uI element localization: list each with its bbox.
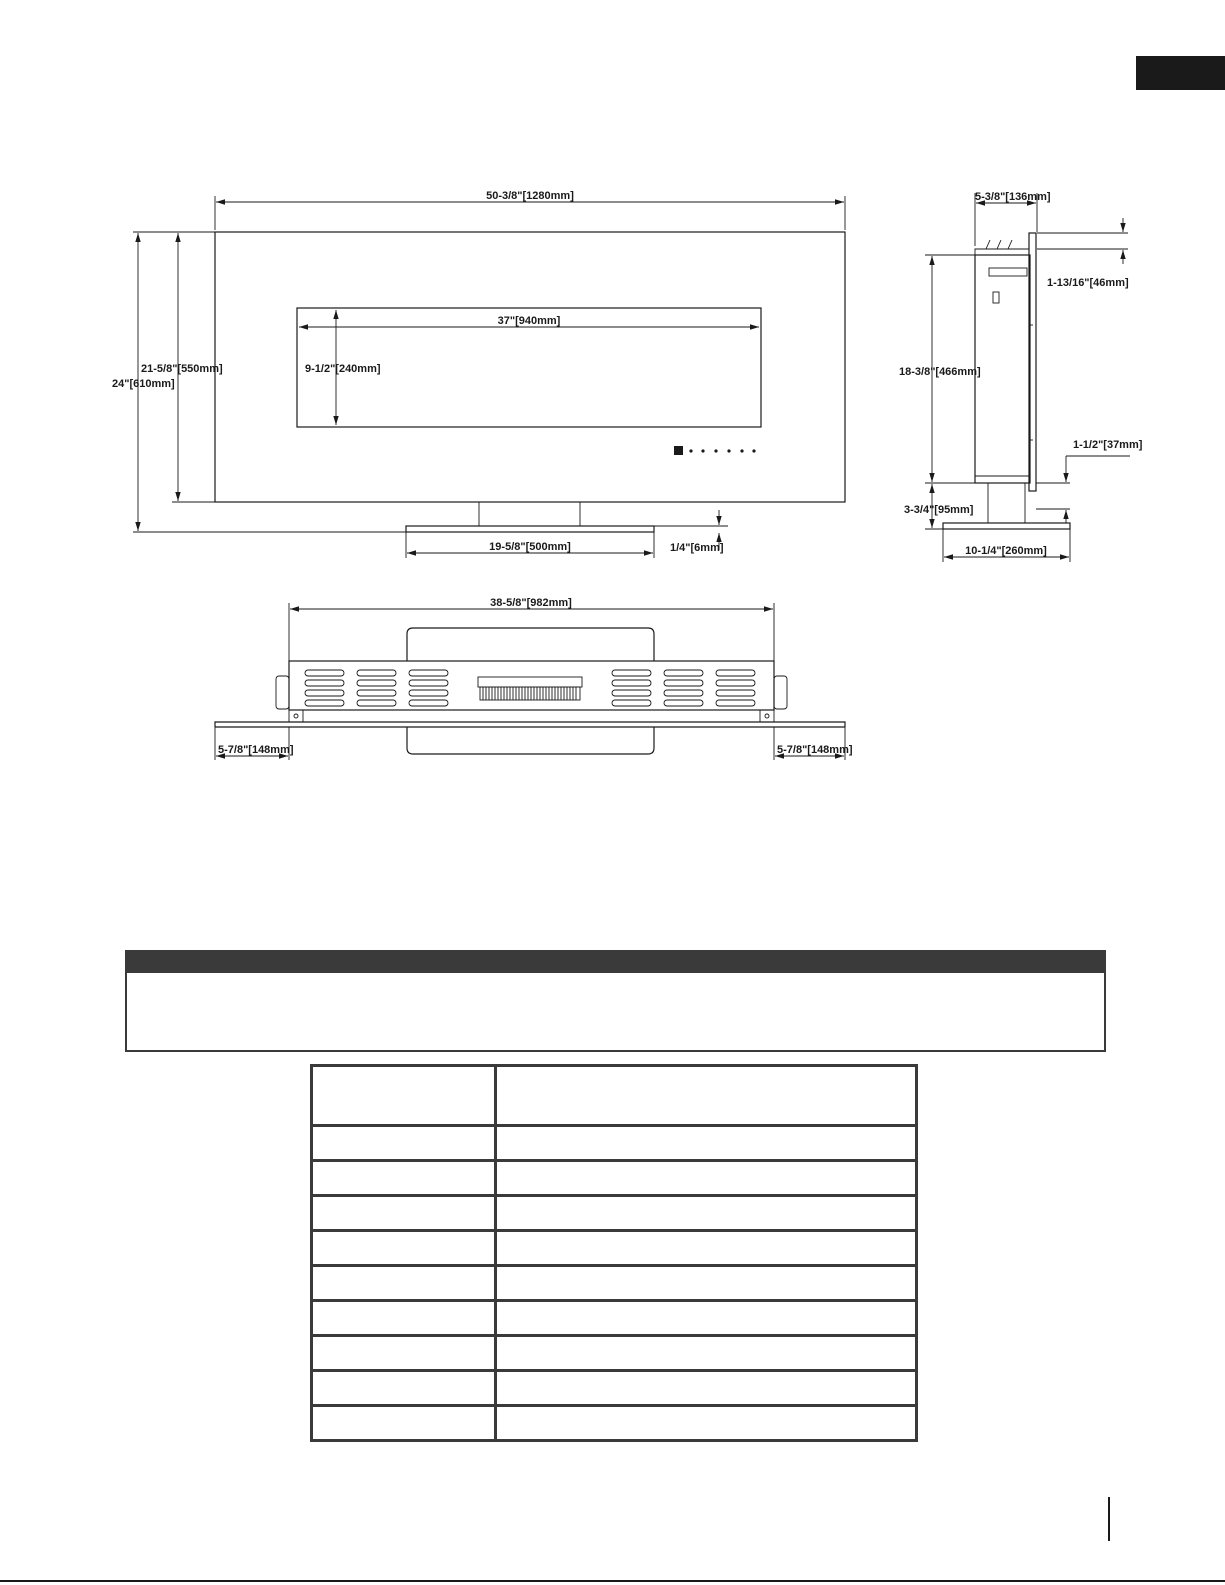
table-row xyxy=(312,1406,917,1441)
table-row xyxy=(312,1231,917,1266)
vent-slots xyxy=(305,670,755,706)
spec-box xyxy=(125,973,1106,1052)
right-overhang-label: 5-7/8"[148mm] xyxy=(777,744,853,756)
front-view xyxy=(112,190,845,558)
footer-rule xyxy=(0,1580,1225,1582)
bottom-offset-label: 1-1/2"[37mm] xyxy=(1073,439,1143,451)
stand-width-label: 19-5/8"[500mm] xyxy=(489,541,571,553)
left-overhang-label: 5-7/8"[148mm] xyxy=(218,744,294,756)
unit-height-label: 21-5/8"[550mm] xyxy=(141,363,223,375)
table-row xyxy=(312,1126,917,1161)
body-width-label: 38-5/8"[982mm] xyxy=(490,597,572,609)
page-number-divider xyxy=(1108,1497,1110,1541)
control-buttons xyxy=(674,446,756,455)
spec-header-bar xyxy=(125,950,1106,973)
depth-label: 5-3/8"[136mm] xyxy=(975,191,1051,203)
body-height-label: 18-3/8"[466mm] xyxy=(899,366,981,378)
table-row xyxy=(312,1301,917,1336)
top-offset-label: 1-13/16"[46mm] xyxy=(1047,277,1129,289)
stand-thickness-label: 1/4"[6mm] xyxy=(670,542,724,554)
table-row xyxy=(312,1066,917,1126)
table-row xyxy=(312,1336,917,1371)
table-row xyxy=(312,1196,917,1231)
window-width-label: 37"[940mm] xyxy=(497,315,561,327)
side-view xyxy=(899,191,1143,562)
spec-table xyxy=(310,1064,918,1442)
window-height-label: 9-1/2"[240mm] xyxy=(305,363,381,375)
table-row xyxy=(312,1371,917,1406)
table-row xyxy=(312,1161,917,1196)
top-view xyxy=(215,597,853,760)
stand-depth-label: 10-1/4"[260mm] xyxy=(965,545,1047,557)
side-stand-base xyxy=(943,523,1070,529)
overall-height-label: 24"[610mm] xyxy=(112,378,175,390)
stand-height-label: 3-3/4"[95mm] xyxy=(904,504,974,516)
table-row xyxy=(312,1266,917,1301)
front-stand-base xyxy=(406,526,654,532)
overall-width-label: 50-3/8"[1280mm] xyxy=(486,190,574,202)
side-body-outline xyxy=(975,255,1030,483)
